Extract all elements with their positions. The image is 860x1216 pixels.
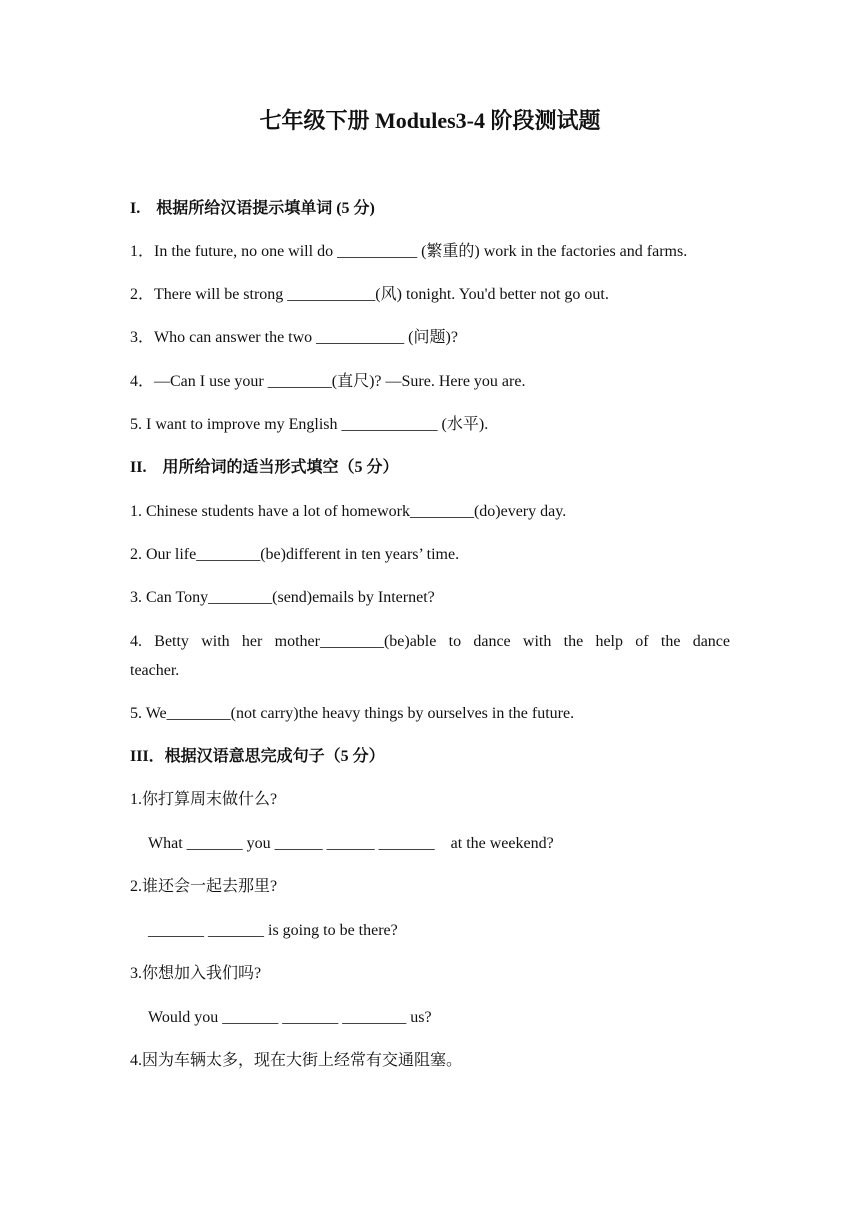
section-3-prompt-2: 2.谁还会一起去那里? bbox=[130, 878, 278, 895]
section-1-heading: I. 根据所给汉语提示填单词 (5 分) bbox=[130, 200, 375, 217]
page-title: 七年级下册 Modules3-4 阶段测试题 bbox=[259, 108, 601, 133]
section-3-prompt-3: 3.你想加入我们吗? bbox=[130, 965, 262, 982]
section-1-item-5: 5. I want to improve my English ____________ (水平). bbox=[130, 416, 489, 433]
section-1-item-2: 2．There will be strong ___________(风) tonight. You'd better not go out. bbox=[130, 286, 609, 303]
section-3-prompt-1: 1.你打算周末做什么? bbox=[130, 791, 278, 808]
section-2-item-4-continuation: teacher. bbox=[130, 662, 180, 679]
section-2-item-2: 2. Our life________(be)different in ten years’ time. bbox=[130, 546, 460, 563]
section-3-heading: III．根据汉语意思完成句子（5 分） bbox=[130, 748, 385, 765]
section-3-answer-3: Would you _______ _______ ________ us? bbox=[148, 1009, 432, 1026]
section-2-heading: II. 用所给词的适当形式填空（5 分） bbox=[130, 459, 399, 476]
section-3-answer-2: _______ _______ is going to be there? bbox=[148, 922, 398, 939]
section-2-item-1: 1. Chinese students have a lot of homework________(do)every day. bbox=[130, 503, 567, 520]
section-1-item-1: 1．In the future, no one will do __________ (繁重的) work in the factories and farms. bbox=[130, 243, 688, 260]
section-3-answer-1: What _______ you ______ ______ _______ at the weekend? bbox=[148, 835, 554, 852]
section-2-item-5: 5. We________(not carry)the heavy things by ourselves in the future. bbox=[130, 705, 575, 722]
section-3-prompt-4: 4.因为车辆太多，现在大街上经常有交通阻塞。 bbox=[130, 1052, 463, 1069]
section-2-item-3: 3. Can Tony________(send)emails by Internet? bbox=[130, 589, 435, 606]
section-1-item-3: 3．Who can answer the two ___________ (问题)? bbox=[130, 329, 458, 346]
section-2-item-4: 4. Betty with her mother________(be)able to dance with the help of the dance bbox=[130, 633, 730, 650]
section-1-item-4: 4．—Can I use your ________(直尺)? —Sure. Here you are. bbox=[130, 373, 526, 390]
